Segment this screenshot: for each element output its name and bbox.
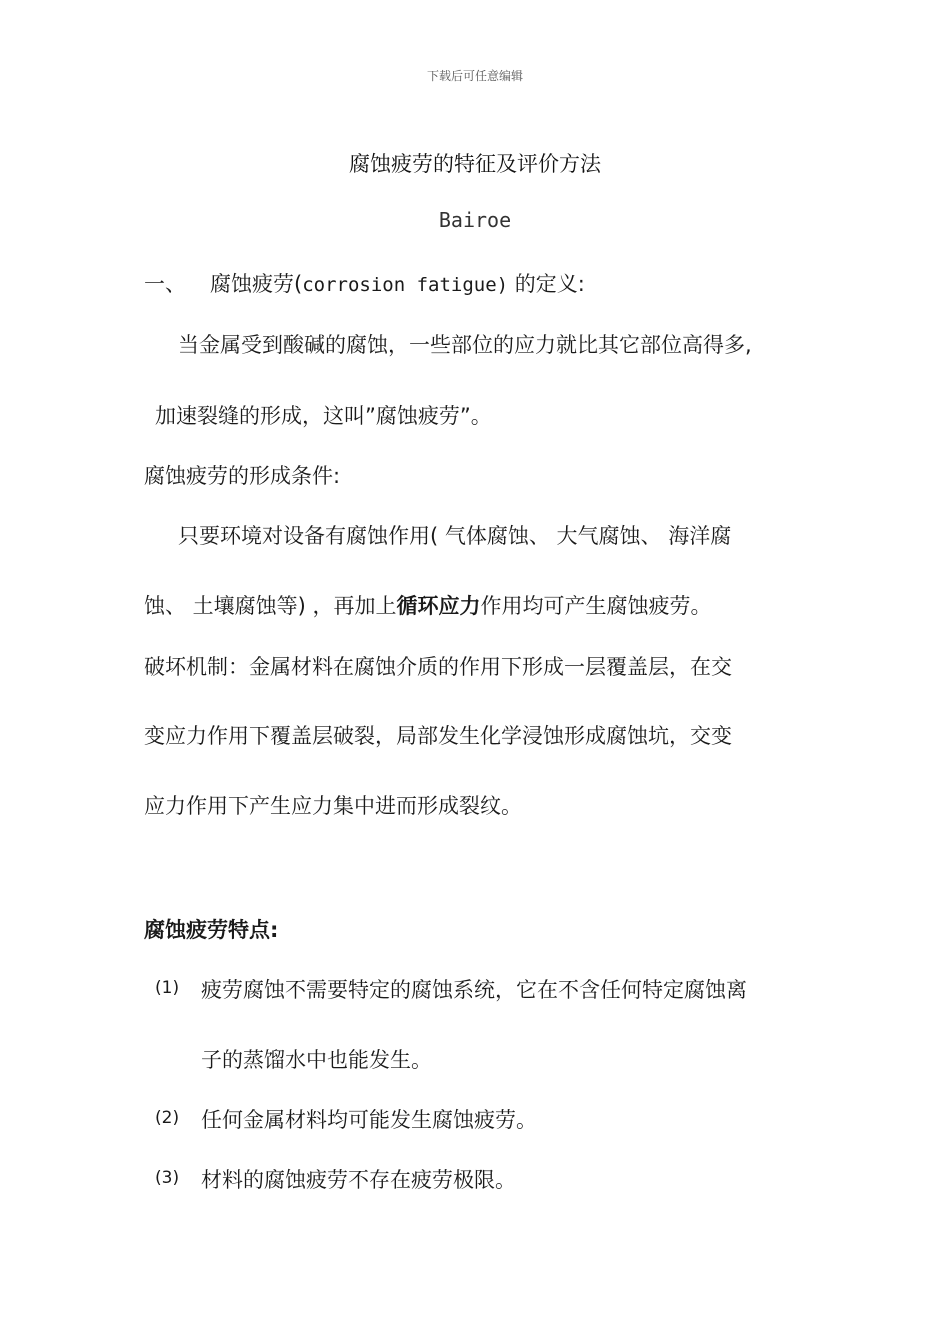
conditions-line-2-prefix: 蚀、 土壤腐蚀等) ，再加上 bbox=[144, 594, 397, 618]
mechanism-line-2: 变应力作用下覆盖层破裂，局部发生化学浸蚀形成腐蚀坑，交变 bbox=[144, 724, 732, 748]
list-item-text: 任何金属材料均可能发生腐蚀疲劳。 bbox=[201, 1108, 537, 1132]
conditions-line-1: 只要环境对设备有腐蚀作用( 气体腐蚀、 大气腐蚀、 海洋腐 bbox=[178, 524, 732, 548]
section-heading bbox=[210, 268, 585, 298]
header-note: 下载后可任意编辑 bbox=[426, 69, 523, 83]
list-item-number: (3) bbox=[155, 1168, 180, 1188]
section-heading-prefix: 腐蚀疲劳( bbox=[210, 272, 303, 296]
definition-line-1: 当金属受到酸碱的腐蚀，一些部位的应力就比其它部位高得多, bbox=[178, 333, 752, 357]
section-heading-suffix: 的定义: bbox=[514, 272, 585, 296]
conditions-line-2 bbox=[144, 590, 712, 620]
list-item-text: 材料的腐蚀疲劳不存在疲劳极限。 bbox=[201, 1168, 516, 1192]
definition-line-2: 加速裂缝的形成，这叫”腐蚀疲劳”。 bbox=[155, 404, 492, 428]
section-heading-english: corrosion fatigue) bbox=[302, 274, 509, 296]
list-item-number: (2) bbox=[155, 1108, 180, 1128]
author-name: Bairoe bbox=[438, 208, 512, 232]
mechanism-line-1: 破坏机制：金属材料在腐蚀介质的作用下形成一层覆盖层，在交 bbox=[144, 655, 732, 679]
list-item-text: 疲劳腐蚀不需要特定的腐蚀系统，它在不含任何特定腐蚀离 bbox=[201, 978, 747, 1002]
section-marker: 一、 bbox=[144, 272, 186, 296]
mechanism-line-3: 应力作用下产生应力集中进而形成裂纹。 bbox=[144, 794, 522, 818]
list-item-text-continued: 子的蒸馏水中也能发生。 bbox=[201, 1048, 432, 1072]
conditions-heading: 腐蚀疲劳的形成条件: bbox=[144, 464, 341, 488]
list-item-number: (1) bbox=[155, 978, 180, 998]
cyclic-stress-term: 循环应力 bbox=[396, 594, 481, 618]
conditions-line-2-suffix: 作用均可产生腐蚀疲劳。 bbox=[480, 594, 712, 618]
document-title: 腐蚀疲劳的特征及评价方法 bbox=[349, 152, 601, 176]
features-heading: 腐蚀疲劳特点: bbox=[144, 918, 279, 942]
